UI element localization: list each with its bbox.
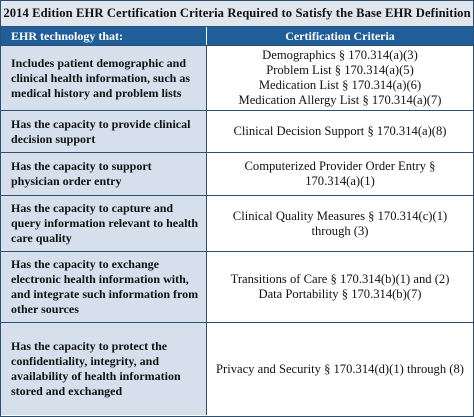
criteria-line: Medication List § 170.314(a)(6) xyxy=(258,78,422,92)
table-row xyxy=(1,252,473,323)
technology-cell: Has the capacity to exchange electronic health information with, and integrate such information from other sources xyxy=(1,252,207,322)
criteria-line: Transitions of Care § 170.314(b)(1) and (2) xyxy=(230,272,450,286)
table-row xyxy=(1,196,473,252)
criteria-line: Computerized Provider Order Entry § 170.314(a)(1) xyxy=(244,159,436,188)
criteria-cell xyxy=(207,153,473,195)
criteria-cell xyxy=(207,252,473,322)
table-row xyxy=(1,111,473,153)
table-row xyxy=(1,46,473,111)
table-row xyxy=(1,323,473,415)
technology-cell: Has the capacity to provide clinical decision support xyxy=(1,111,207,152)
technology-cell: Has the capacity to capture and query information relevant to health care quality xyxy=(1,196,207,251)
criteria-line: Clinical Quality Measures § 170.314(c)(1) through (3) xyxy=(232,208,448,238)
criteria-line: Medication Allergy List § 170.314(a)(7) xyxy=(238,93,442,107)
table-row xyxy=(1,153,473,196)
technology-cell: Has the capacity to support physician order entry xyxy=(1,153,207,195)
criteria-line: Clinical Decision Support § 170.314(a)(8) xyxy=(233,124,447,138)
technology-cell: Includes patient demographic and clinical health information, such as medical history and problem lists xyxy=(1,46,207,110)
criteria-cell xyxy=(207,323,473,415)
technology-cell: Has the capacity to protect the confidentiality, integrity, and availability of health information stored and exchanged xyxy=(1,323,207,415)
criteria-line: Problem List § 170.314(a)(5) xyxy=(266,63,414,77)
table-title: 2014 Edition EHR Certification Criteria Required to Satisfy the Base EHR Definition xyxy=(1,1,473,27)
header-technology: EHR technology that: xyxy=(1,27,207,45)
criteria-line: Data Portability § 170.314(b)(7) xyxy=(258,287,422,301)
criteria-cell xyxy=(207,46,473,110)
header-criteria: Certification Criteria xyxy=(285,28,395,43)
criteria-line: Demographics § 170.314(a)(3) xyxy=(262,48,418,62)
criteria-cell xyxy=(207,111,473,152)
criteria-line: Privacy and Security § 170.314(d)(1) through (8) xyxy=(216,361,464,376)
criteria-cell xyxy=(207,196,473,251)
table-header-row xyxy=(1,27,473,46)
